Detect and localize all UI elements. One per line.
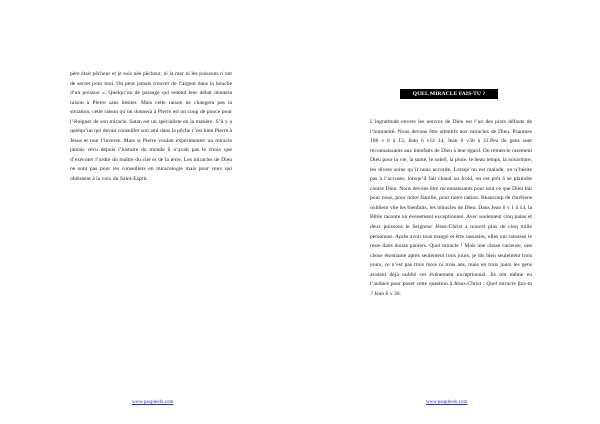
right-page-paragraph (370, 118, 532, 299)
right-page-paragraph-main: L’ingratitude envers les œuvres de Dieu est l’un des pires défauts de l’humanité. Nous devons être attentifs aux miracles de Dieu. Psaumes 106 v 6 à 13, Jean 6 v1à 14, Jean 6 v30 à 31.Peu de gens sont reconnaissants aux bienfaits de Dieu à leur égard. On remercie rarement Dieu pour la vie, la santé, le soleil, la pluie, le beau temps, la nourriture, les divers soins qu’il nous accorde. Lorsqu’on est malade, on n’hésite pas à l’accuser, lorsqu’il fait chaud ou froid, on est prêt à se plaindre contre Dieu. Nous devons être reconnaissants pour tout ce que Dieu fait pour nous, pour notre famille, pour notre nation. Beaucoup de chrétiens oublient vite les bienfaits, les miracles de Dieu. Dans Jean 6 v 1 à 14, la Bible raconte un événement exceptionnel. Avec seulement cinq pains et deux poissons le Seigneur Jésus-Christ a nourrit plus de cinq mille personnes. Après avoir tous mangé et être rassasiés, elles ont ramassé le reste dans douze paniers. Quel miracle ! Mais une chose curieuse, une chose étonnante après seulement trois jours, je dis bien seulement trois jours, ce n’est pas trois mois ni trois ans, mais en trois jours les gens avaient déjà oublié cet événement exceptionnel. Ils ont même eu l’audace pour poser cette question à Jésus-Christ : (370, 119, 532, 288)
right-page-quote: Quel miracle fais-tu ? (370, 281, 532, 297)
left-footer-link[interactable]: www.paupleolu.com (132, 400, 174, 405)
right-page-body (370, 118, 532, 299)
left-page-paragraph: père était pêcheur et je suis née pêcheur, ni la mer ni les poissons n’ont de secret pour moi. On peut jamais trouver de l’argent dans la bouche d’un poisson ». Quelqu’un de passage qui entend leur débat donnera raison à Pierre sans hésiter. Mais cette raison ne changera pas la situation, cette raison qu’on donnera à Pierre est un coup de pouce pour l’éloigner de son miracle. Satan est un spécialiste en la matière. S’il y a quelqu’un qui devait conseiller son ami dans la pêche c’est bien Pierre à Jésus et non l’inverse. Mais si Pierre voulait expérimenter un miracle jamais vécu depuis l’histoire du monde il n’avait pas le choix que d’exécuter l’ordre du maître du ciel et de la terre. Les miracles de Dieu ne sont pas pour les conseillers en miracologie mais pour ceux qui obéissent à la voix du Saint-Esprit. (70, 71, 232, 183)
right-page-reference: Jean 6 v 30. (372, 290, 401, 297)
right-footer-link[interactable]: www.paupleolu.com (426, 400, 468, 405)
section-title: QUEL MIRACLE FAIS-TU ? (400, 89, 498, 99)
left-page-body (70, 70, 232, 185)
